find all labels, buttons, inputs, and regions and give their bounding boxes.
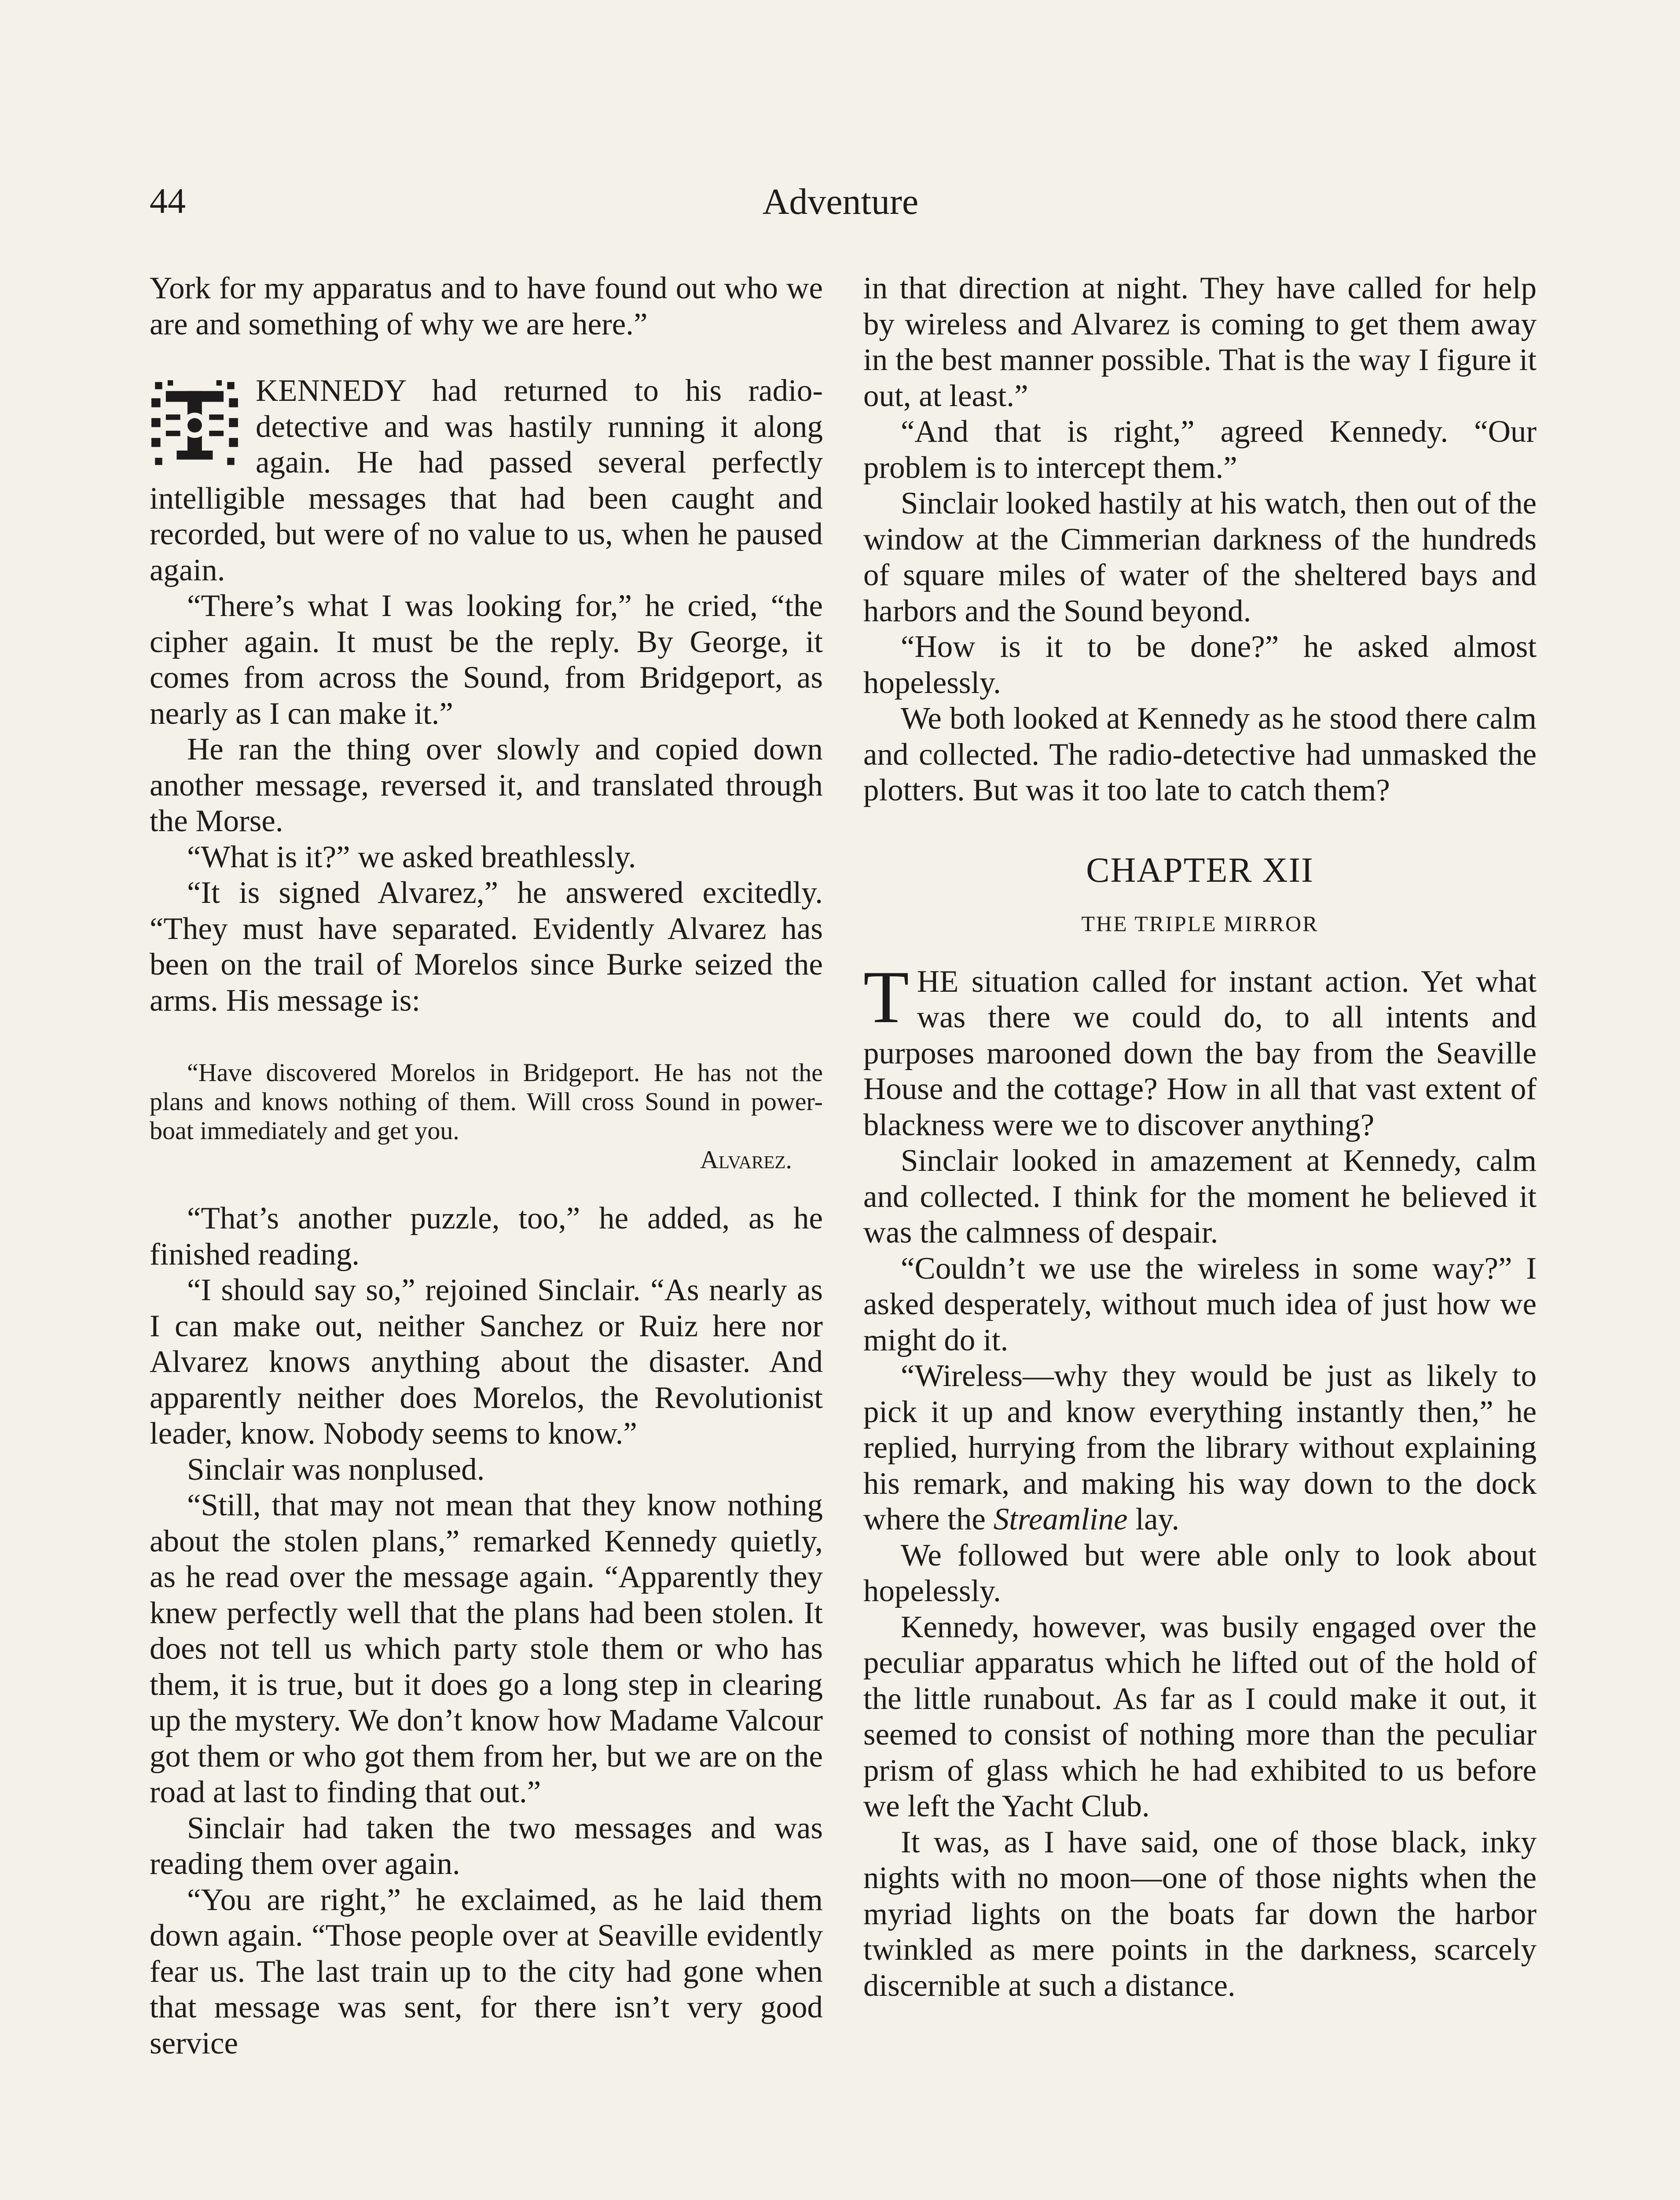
paragraph: York for my apparatus and to have found out who we are and something of why we are here.”	[150, 271, 823, 341]
paragraph-text: lay.	[1135, 1502, 1180, 1536]
paragraph: Sinclair was nonplused.	[187, 1452, 485, 1487]
paragraph: Kennedy, however, was busily engaged over the peculiar apparatus which he lifted out of the hold of the little runabout. As far as I could make it out, it seemed to consist of nothing more than the peculiar prism of glass which he had exhibited to us before we left the Yacht Club.	[863, 1610, 1537, 1823]
chapter-title: CHAPTER XII	[1086, 851, 1314, 890]
telegram-text: “Have discovered Morelos in Bridgeport. He has not the plans and knows nothing of them. Will cross Sound in power-boat immediately and get you.	[150, 1058, 823, 1145]
chapter-opening-paragraph	[863, 955, 1537, 1144]
paragraph: “I should say so,” rejoined Sinclair. “As nearly as I can make out, neither Sanchez or Ruiz here nor Alvarez knows anything about the disaster. And apparently neither does Morelos, the Revolutionist leader, know. Nobody seems to know.”	[150, 1273, 823, 1451]
chapter-subtitle: THE TRIPLE MIRROR	[1081, 911, 1319, 936]
drop-cap: T	[863, 955, 909, 1038]
paragraph: Sinclair had taken the two messages and was reading them over again.	[150, 1811, 823, 1881]
paragraph: “You are right,” he exclaimed, as he laid them down again. “Those people over at Seaville evidently fear us. The last train up to the city had gone when that message was sent, for there isn’t very good service	[150, 1882, 823, 2061]
paragraph: “It is signed Alvarez,” he answered excitedly. “They must have separated. Evidently Alvarez has been on the trail of Morelos since Burke seized the arms. His message is:	[150, 876, 823, 1018]
paragraph-text: HE situation called for instant action. Yet what was there we could do, to all intents and purposes marooned down the bay from the Seaville House and the cottage? How in all that vast extent of blackness were we to discover anything?	[863, 964, 1537, 1142]
section-start-paragraph	[150, 373, 823, 588]
paragraph: It was, as I have said, one of those black, inky nights with no moon—one of those nights when the myriad lights on the boats far down the harbor twinkled as mere points in the darkness, scarcely discernible at such a distance.	[863, 1825, 1537, 2003]
paragraph: We followed but were able only to look about hopelessly.	[863, 1538, 1537, 1608]
paragraph: He ran the thing over slowly and copied down another message, reversed it, and translated through the Morse.	[150, 732, 823, 838]
paragraph	[863, 1358, 1537, 1538]
paragraph: in that direction at night. They have called for help by wireless and Alvarez is coming to get them away in the best manner possible. That is the way I figure it out, at least.”	[863, 271, 1537, 413]
page-header	[150, 180, 1531, 233]
paragraph: “How is it to be done?” he asked almost hopelessly.	[863, 630, 1537, 700]
page-number: 44	[150, 181, 186, 221]
telegram-signature: Alvarez.	[700, 1145, 792, 1174]
running-title: Adventure	[762, 181, 919, 222]
paragraph: Sinclair looked hastily at his watch, then out of the window at the Cimmerian darkness of the hundreds of square miles of water of the sheltered bays and harbors and the Sound beyond.	[863, 486, 1537, 628]
paragraph-text: “Wireless—why they would be just as likely to pick it up and know everything instantly then,” he replied, hurrying from the library without explaining his remark, and making his way down to the dock where the	[863, 1359, 1537, 1536]
paragraph: We both looked at Kennedy as he stood there calm and collected. The radio-detective had unmasked the plotters. But was it too late to catch them?	[863, 701, 1537, 807]
ornamental-initial-icon	[150, 378, 240, 469]
paragraph: Sinclair looked in amazement at Kennedy, calm and collected. I think for the moment he believed it was the calmness of despair.	[863, 1144, 1537, 1250]
paragraph: “Still, that may not mean that they know nothing about the stolen plans,” remarked Kennedy quietly, as he read over the message again. “Apparently they knew perfectly well that the plans had been stolen. It does not tell us which party stole them or who has them, it is true, but it does go a long step in clearing up the mystery. We don’t know how Madame Valcour got them or who got them from her, but we are on the road at last to finding that out.”	[150, 1488, 823, 1809]
paragraph: “That’s another puzzle, too,” he added, as he finished reading.	[150, 1201, 823, 1272]
left-column	[150, 271, 823, 2061]
right-column	[863, 271, 1537, 2004]
paragraph: “What is it?” we asked breathlessly.	[187, 840, 636, 874]
boat-name: Streamline	[993, 1502, 1128, 1536]
paragraph: “There’s what I was looking for,” he cried, “the cipher again. It must be the reply. By George, it comes from across the Sound, from Bridgeport, as nearly as I can make it.”	[150, 589, 823, 731]
paragraph-text: KENNEDY had returned to his radio-detective and was hastily running it along again. He had passed several perfectly intelligible messages that had been caught and recorded, but were of no value to us, when he paused again.	[150, 374, 823, 587]
paragraph: “Couldn’t we use the wireless in some way?” I asked desperately, without much idea of just how we might do it.	[863, 1251, 1537, 1357]
paragraph: “And that is right,” agreed Kennedy. “Our problem is to intercept them.”	[863, 414, 1537, 485]
telegram-message	[150, 1058, 823, 1174]
